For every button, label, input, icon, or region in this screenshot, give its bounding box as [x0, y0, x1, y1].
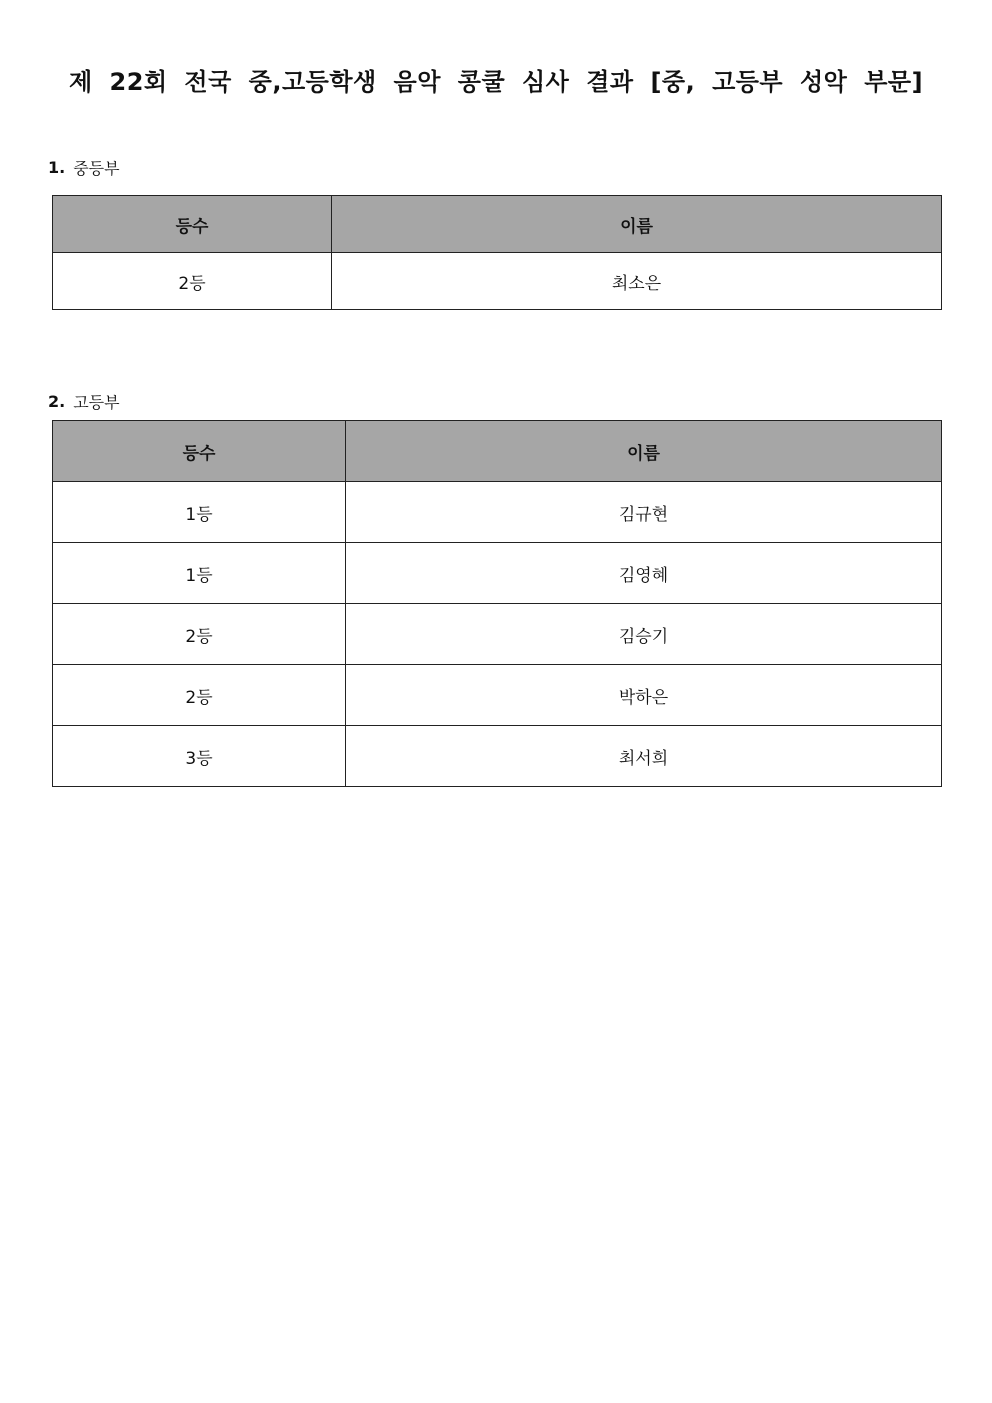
table-row — [53, 726, 942, 787]
section-label: 중등부 — [73, 159, 120, 178]
name-cell: 최서희 — [346, 726, 942, 787]
rank-cell: 1등 — [53, 543, 346, 604]
rank-cell: 1등 — [53, 482, 346, 543]
column-header-rank: 등수 — [53, 421, 346, 482]
column-header-rank: 등수 — [53, 196, 332, 253]
page-title: 제 22회 전국 중,고등학생 음악 콩쿨 심사 결과 [중, 고등부 성악 부문] — [68, 68, 924, 96]
high-school-results-table — [52, 420, 942, 787]
rank-cell: 3등 — [53, 726, 346, 787]
section-number: 1. — [48, 158, 66, 177]
table-row — [53, 482, 942, 543]
section-number: 2. — [48, 392, 66, 411]
column-header-name: 이름 — [332, 196, 942, 253]
name-cell: 김승기 — [346, 604, 942, 665]
section-heading-middle-school — [48, 156, 120, 179]
rank-cell: 2등 — [53, 604, 346, 665]
table-row — [53, 253, 942, 310]
table-row — [53, 543, 942, 604]
rank-cell: 2등 — [53, 253, 332, 310]
rank-cell: 2등 — [53, 665, 346, 726]
table-row — [53, 665, 942, 726]
section-label: 고등부 — [73, 393, 120, 412]
name-cell: 최소은 — [332, 253, 942, 310]
table-header-row — [53, 421, 942, 482]
name-cell: 박하은 — [346, 665, 942, 726]
table-header-row — [53, 196, 942, 253]
table-row — [53, 604, 942, 665]
middle-school-results-table — [52, 195, 942, 310]
name-cell: 김규현 — [346, 482, 942, 543]
name-cell: 김영혜 — [346, 543, 942, 604]
column-header-name: 이름 — [346, 421, 942, 482]
section-heading-high-school — [48, 390, 120, 413]
